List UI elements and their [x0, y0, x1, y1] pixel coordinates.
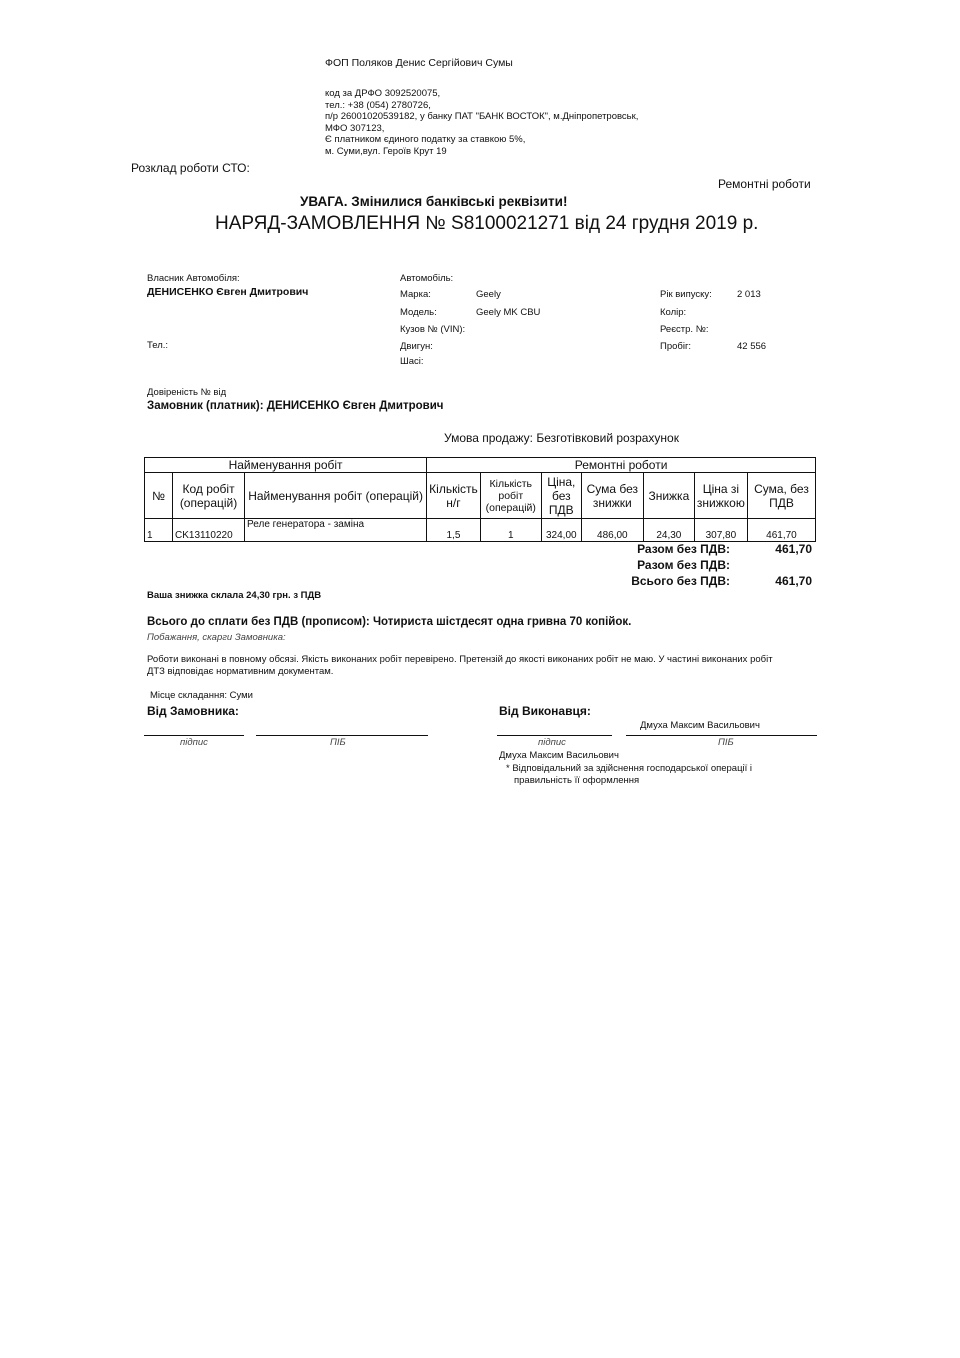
note-line: правильність її оформлення: [514, 774, 640, 786]
color-label: Колір:: [660, 307, 687, 318]
owner-label: Власник Автомобіля:: [147, 273, 240, 284]
sale-terms: Умова продажу: Безготівковий розрахунок: [444, 431, 679, 445]
year-label: Рік випуску:: [660, 289, 712, 300]
col-price-disc: Ціна зі знижкою: [694, 473, 747, 519]
grand-total-label: Всього без ПДВ:: [631, 574, 730, 588]
executor-name-above: Дмуха Максим Васильович: [640, 720, 760, 731]
col-name: Найменування робіт (операцій): [245, 473, 427, 519]
col-qty-ops: Кількість робіт (операцій): [480, 473, 541, 519]
col-num: №: [145, 473, 173, 519]
wishes-label: Побажання, скарги Замовника:: [147, 632, 286, 643]
company-name: ФОП Поляков Денис Сергійович Сумы: [325, 57, 513, 69]
mileage-label: Пробіг:: [660, 341, 692, 352]
customer-sign-line: [144, 735, 244, 736]
customer-sign-label: Від Замовника:: [147, 704, 239, 718]
table-group-header: [145, 458, 816, 473]
customer-sign-caption: підпис: [180, 737, 208, 748]
place-label: Місце складання: Суми: [150, 690, 253, 701]
category-label: Ремонтні роботи: [718, 177, 811, 191]
total-label: Разом без ПДВ:: [637, 542, 730, 556]
customer-line: Замовник (платник): ДЕНИСЕНКО Євген Дмитрович: [147, 400, 444, 412]
table-column-header: [145, 473, 816, 519]
total-in-words: Всього до сплати без ПДВ (прописом): Чотириста шістдесят одна гривна 70 копійок.: [147, 616, 632, 628]
cell-price-disc: 307,80: [694, 519, 747, 542]
note-line: * Відповідальний за здійснення господарської операції і: [506, 763, 753, 774]
phone-label: Тел.:: [147, 340, 169, 351]
statement: [147, 654, 773, 677]
proxy-label: Довіреність № від: [147, 387, 227, 398]
table-row: [145, 519, 816, 542]
col-code: Код робіт (операцій): [173, 473, 245, 519]
owner-name: ДЕНИСЕНКО Євген Дмитрович: [147, 286, 309, 298]
col-discount: Знижка: [643, 473, 694, 519]
make-label: Марка:: [400, 289, 431, 300]
customer-pib-caption: ПІБ: [330, 737, 346, 748]
detail-line: код за ДРФО 3092520075,: [325, 88, 441, 99]
model-value: Geely MK CBU: [476, 307, 541, 318]
cell-name: Реле генератора - заміна: [245, 519, 427, 542]
cell-num: 1: [145, 519, 173, 542]
detail-line: МФО 307123,: [325, 122, 385, 134]
col-sum-novat: Сума, без ПДВ: [747, 473, 815, 519]
statement-line: ДТЗ відповідає нормативним документам.: [147, 665, 334, 677]
executor-sign-label: Від Виконавця:: [499, 704, 591, 718]
engine-label: Двигун:: [400, 341, 433, 352]
executor-sign-line: [497, 735, 612, 736]
executor-name-below: Дмуха Максим Васильович: [499, 750, 619, 761]
model-label: Модель:: [400, 307, 437, 318]
notice: УВАГА. Змінилися банківські реквізити!: [300, 194, 568, 209]
total-label: Разом без ПДВ:: [637, 558, 730, 572]
detail-line: тел.: +38 (054) 2780726,: [325, 99, 431, 111]
detail-line: Є платником єдиного податку за ставкою 5%,: [325, 134, 526, 145]
customer-pib-line: [256, 735, 428, 736]
reg-label: Реєстр. №:: [660, 324, 709, 335]
cell-sum-nodisc: 486,00: [581, 519, 643, 542]
cell-price: 324,00: [541, 519, 581, 542]
discount-note: Ваша знижка склала 24,30 грн. з ПДВ: [147, 590, 322, 601]
detail-line: п/р 26001020539182, у банку ПАТ "БАНК ВОСТОК", м.Дніпропетровськ,: [325, 111, 639, 122]
executor-pib-line: [626, 735, 817, 736]
year-value: 2 013: [737, 289, 761, 300]
cell-qty-ops: 1: [480, 519, 541, 542]
chassis-label: Шасі:: [400, 356, 424, 367]
cell-discount: 24,30: [643, 519, 694, 542]
grand-total-value: 461,70: [775, 574, 812, 588]
cell-qty: 1,5: [427, 519, 481, 542]
executor-note: [506, 763, 752, 786]
page-title: НАРЯД-ЗАМОВЛЕННЯ № S8100021271 від 24 грудня 2019 р.: [215, 213, 759, 234]
executor-sign-caption: підпис: [538, 737, 566, 748]
company-details: [325, 88, 638, 157]
mileage-value: 42 556: [737, 341, 767, 352]
cell-sum-novat: 461,70: [747, 519, 815, 542]
works-table: [144, 457, 816, 542]
col-sum-nodisc: Сума без знижки: [581, 473, 643, 519]
statement-line: Роботи виконані в повному обсязі. Якість виконаних робіт перевірено. Претензій до якості виконаних робіт не маю. У частині виконаних робіт: [147, 654, 773, 665]
group-header-repair: Ремонтні роботи: [427, 458, 816, 473]
make-value: Geely: [476, 289, 501, 300]
executor-pib-caption: ПІБ: [718, 737, 734, 748]
car-label: Автомобіль:: [400, 273, 454, 284]
col-qty: Кількість н/г: [427, 473, 481, 519]
group-header-works: Найменування робіт: [145, 458, 427, 473]
total-value: 461,70: [775, 542, 812, 556]
vin-label: Кузов № (VIN):: [400, 324, 466, 335]
col-price: Ціна, без ПДВ: [541, 473, 581, 519]
detail-line: м. Суми,вул. Героїв Крут 19: [325, 145, 447, 157]
cell-code: CK13110220: [173, 519, 245, 542]
schedule-label: Розклад роботи СТО:: [131, 161, 250, 175]
